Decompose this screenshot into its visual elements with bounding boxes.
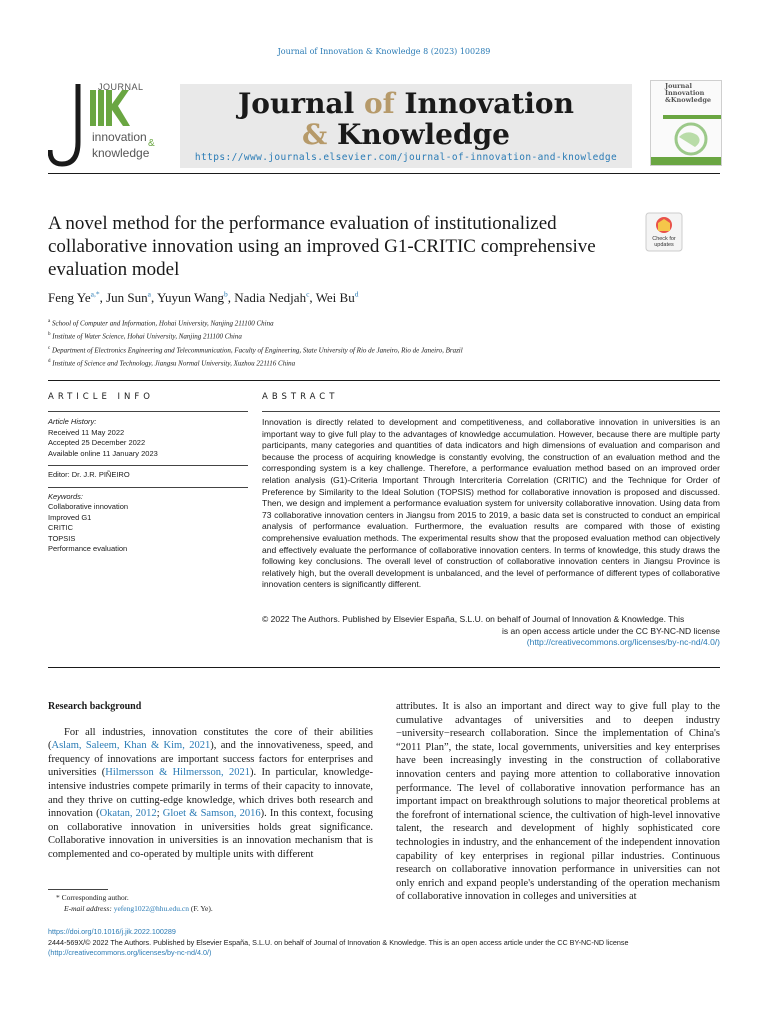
journal-title-word: Journal xyxy=(238,87,364,120)
body-text: For all industries, innovation constitutes the core of their abilities ( xyxy=(48,726,373,752)
abstract-heading: ABSTRACT xyxy=(262,392,339,402)
abstract-copyright xyxy=(262,614,720,649)
author-affiliation-link[interactable]: b xyxy=(223,290,228,299)
author xyxy=(48,290,106,305)
corresponding-note xyxy=(48,893,373,904)
citation-link[interactable]: Aslam, Saleem, Khan & Kim, 2021 xyxy=(51,740,211,752)
affiliation-marker: c xyxy=(48,345,51,351)
body-paragraph xyxy=(48,726,373,862)
affiliation xyxy=(48,316,728,329)
info-divider xyxy=(48,465,248,466)
history-label: Article History: xyxy=(48,417,97,426)
author xyxy=(316,290,359,305)
copyright-line: © 2022 The Authors. Published by Elsevier España, S.L.U. on behalf of Journal of Innovation & Knowledge. This xyxy=(262,614,685,624)
affiliation-marker: a xyxy=(48,319,51,324)
author xyxy=(234,290,315,305)
author-name: Jun Sun xyxy=(106,290,148,306)
author-separator: , xyxy=(227,290,235,306)
info-rule xyxy=(48,411,248,412)
received-date: Received 11 May 2022 xyxy=(48,427,125,437)
affiliation-list xyxy=(48,316,728,369)
keyword: Collaborative innovation xyxy=(48,502,129,511)
affiliation xyxy=(48,329,728,342)
author-name: Feng Ye xyxy=(48,290,91,306)
email-link[interactable]: yefeng1022@hhu.edu.cn xyxy=(113,903,189,913)
author-affiliation-link[interactable]: c xyxy=(306,290,310,299)
body-text: ; xyxy=(156,808,163,820)
affiliation-text: Department of Electronics Engineering and Telecommunication, Faculty of Engineering, State University of Rio de Janeiro, Rio de Janeiro, Brazil xyxy=(51,345,463,354)
author-affiliation-link[interactable]: a xyxy=(147,290,151,299)
affiliation-text: School of Computer and Information, Hohai University, Nanjing 211100 China xyxy=(51,319,274,328)
abstract-rule xyxy=(262,411,720,412)
license-link[interactable]: (http://creativecommons.org/licenses/by-nc-nd/4.0/) xyxy=(526,637,720,648)
affiliation xyxy=(48,343,728,356)
affiliation-marker: d xyxy=(48,358,51,364)
citation-link[interactable]: Okatan, 2012 xyxy=(99,808,157,820)
journal-title-word: Knowledge xyxy=(327,118,510,151)
footnote-text: Corresponding author. xyxy=(61,893,129,902)
body-left-column xyxy=(48,700,373,862)
footer-license-link[interactable]: (http://creativecommons.org/licenses/by-nc-nd/4.0/) xyxy=(48,948,212,957)
author-affiliation-link[interactable]: a,* xyxy=(90,290,100,299)
keyword: Improved G1 xyxy=(48,512,92,522)
author-separator: , xyxy=(99,290,107,306)
affiliation xyxy=(48,356,728,369)
author-separator: , xyxy=(150,290,158,306)
check-for-updates-label: Check for updates xyxy=(652,236,676,248)
keyword: CRITIC xyxy=(48,523,73,532)
journal-reference-link[interactable]: Journal of Innovation & Knowledge 8 (2023) 100289 xyxy=(277,47,491,56)
editor: Editor: Dr. J.R. PIÑEIRO xyxy=(48,470,130,479)
citation-link[interactable]: Gloet & Samson, 2016 xyxy=(162,808,261,820)
citation-link[interactable]: Hilmersson & Hilmersson, 2021 xyxy=(105,767,251,779)
footnote-star: * xyxy=(56,893,60,902)
journal-homepage-link[interactable]: https://www.journals.elsevier.com/journal-of-innovation-and-knowledge xyxy=(194,152,618,163)
cover-title: Journal Innovation &Knowledge xyxy=(665,82,712,104)
doi-link[interactable]: https://doi.org/10.1016/j.jik.2022.100289 xyxy=(48,927,176,936)
author-name: Wei Bu xyxy=(315,290,355,306)
journal-cover-thumbnail[interactable] xyxy=(650,80,722,166)
affiliation-text: Institute of Water Science, Hohai University, Nanjing 211100 China xyxy=(52,332,242,341)
journal-banner xyxy=(180,84,632,168)
journal-title xyxy=(180,88,632,150)
header-rule xyxy=(48,173,720,174)
abstract-bottom-rule xyxy=(48,667,720,668)
footnote-rule xyxy=(48,889,108,890)
copyright-line: is an open access article under the CC BY-NC-ND license xyxy=(502,625,720,636)
keyword: Performance evaluation xyxy=(48,544,128,553)
keyword: TOPSIS xyxy=(48,533,76,543)
logo-journal-word: JOURNAL xyxy=(98,82,144,92)
author-name: Yuyun Wang xyxy=(157,290,224,306)
logo-amp: & xyxy=(148,138,155,149)
keywords-label: Keywords: xyxy=(48,491,84,501)
info-divider xyxy=(48,487,248,488)
body-text: ). In this context, focusing on collaborative innovation in universities holds great significance. Collaborative innovation in universities is an innovation mechanism that is complemented and co-operated by multiple units with different xyxy=(48,808,373,860)
author xyxy=(106,290,157,305)
author-affiliation-link[interactable]: d xyxy=(354,290,359,299)
cover-art-icon xyxy=(651,81,721,165)
journal-title-of: of xyxy=(363,87,395,120)
body-text: ). In particular, knowledge-intensive industries compete primarily in terms of their capacity to innovate, and they thrive on cutting-edge knowledge, which drives both research and innovation ( xyxy=(48,767,373,820)
body-text: ), and the innovativeness, speed, and frequency of innovations are important success factors for enterprises and universities ( xyxy=(48,740,373,779)
article-info xyxy=(48,417,248,555)
accepted-date: Accepted 25 December 2022 xyxy=(48,438,146,447)
logo-innovation-word: innovation xyxy=(92,130,147,144)
section-rule xyxy=(48,380,720,381)
affiliation-text: Institute of Science and Technology, Jiangsu Normal University, Xuzhou 221116 China xyxy=(52,359,296,368)
author-list xyxy=(48,290,708,306)
author-separator: , xyxy=(309,290,316,306)
check-for-updates-button[interactable] xyxy=(645,212,683,252)
journal-logo xyxy=(48,80,166,168)
email-label: E-mail address: xyxy=(64,903,114,913)
footnote xyxy=(48,893,373,914)
journal-title-word: Innovation xyxy=(394,87,574,120)
author-name: Nadia Nedjah xyxy=(234,290,307,306)
journal-title-amp: & xyxy=(302,118,328,151)
section-heading: Research background xyxy=(48,701,142,712)
article-info-heading: ARTICLE INFO xyxy=(48,392,154,402)
author xyxy=(157,290,234,305)
abstract-text: Innovation is directly related to development and competitiveness, and collaborative innovation in universities is an important way to give full play to the advantages of knowledge accumulation. However, because there are multiple party participants, many categories and quantities of data indicators and high dimensions of evaluation and comparison and because the process of acquiring knowledge is constantly evolving, the construction of an evaluation method and the corresponding system is a key challenge. Therefore, a performance evaluation method based on an improved order relation analysis (G1)-Criteria Important Through Intercriteria Correlation (CRITIC) and the Technique for Order of Preference by Similarity to the Ideal Solution (TOPSIS) method for collaborative innovation is proposed and discussed. Then, we design and implement a performance evaluation system for university collaborative innovation. Using data from 73 collaborative innovation centers in Jiangsu from 2015 to 2019, a basic data set is constructed to conduct an empirical analysis of performance evaluation. Furthermore, the evaluation results are compared with those of existing comprehensive evaluation methods. The experimental results show that the proposed evaluation method can objectively and effectively evaluate the performance of collaborative innovation centers. In terms of knowledge, this study draws the following key conclusions. The overall level of construction of collaborative innovation centers in Jiangsu Province is relatively high, but the overall development is unbalanced, and the level of performance of different types of collaborative innovation centers is significantly different. xyxy=(262,417,720,590)
online-date: Available online 11 January 2023 xyxy=(48,448,158,458)
logo-knowledge-word: knowledge xyxy=(92,146,150,160)
email-note xyxy=(48,904,373,915)
article-title: A novel method for the performance evaluation of institutionalized collaborative innovation using an improved G1-CRITIC comprehensive evaluation model xyxy=(48,213,596,280)
body-right-column: attributes. It is also an important and direct way to give full play to the cumulative advantages of universities and to deepen industry −university−research collaboration. Since the implementation of China's “2011 Plan”, the state, local governments, universities and key enterprises have been increasingly investing in the construction of collaborative innovation centers and paying more attention to collaborative innovation performance. The level of collaborative innovation performance has an important impact on breakthrough solutions to major theoretical problems at the forefront of international science, the cultivation of high-level innovative talent, the research and development of highly sophisticated core technologies in industry, and the enhancement of the independent innovation capability of key enterprises in regional pillar industries. Continuous research on collaborative innovation performance in universities can not only enrich and expand people's understanding of the operation mechanism of collaborative innovation in colleges and universities at xyxy=(396,701,720,903)
page-footer xyxy=(48,927,720,959)
affiliation-marker: b xyxy=(48,332,51,338)
footer-license: 2444-569X/© 2022 The Authors. Published by Elsevier España, S.L.U. on behalf of Journal of Innovation & Knowledge. This is an open access article under the CC BY-NC-ND license xyxy=(48,937,629,947)
email-suffix: (F. Ye). xyxy=(188,903,213,913)
